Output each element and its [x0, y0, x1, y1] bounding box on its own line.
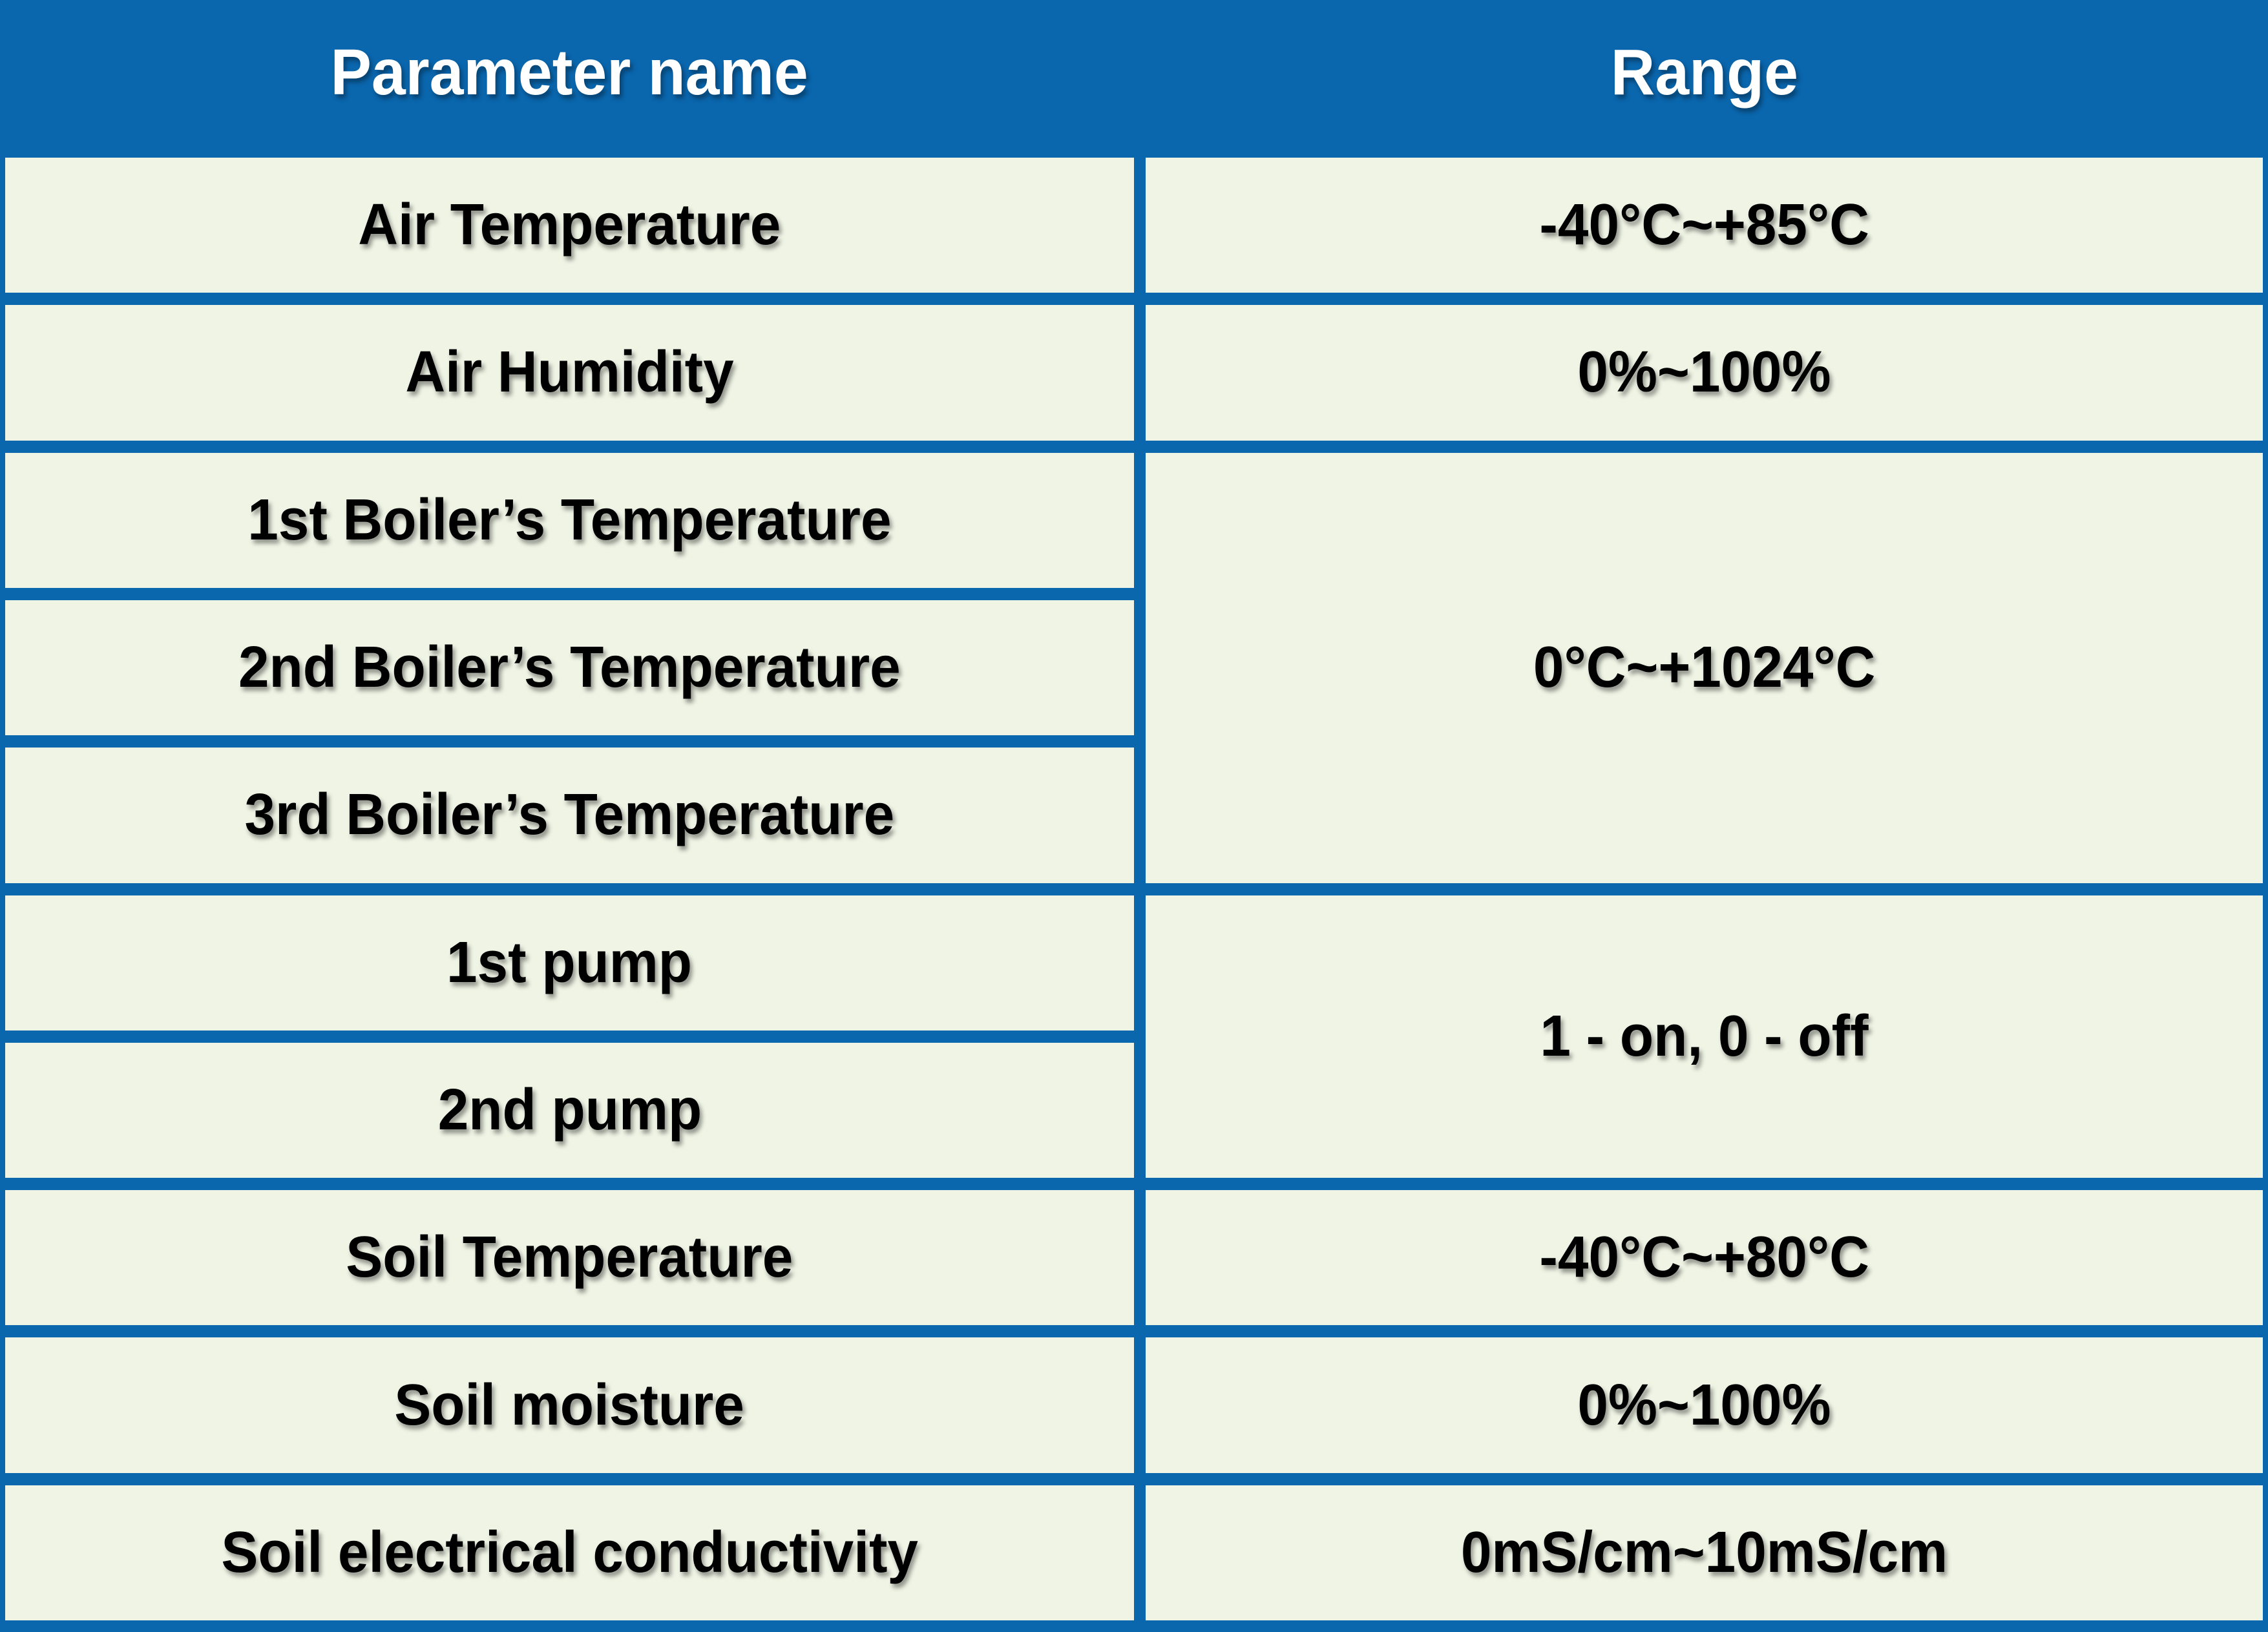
range-cell-soil-moisture	[1146, 1337, 2263, 1472]
param-label: Soil electrical conductivity	[221, 1520, 918, 1585]
param-cell-1st-boiler-temperature	[5, 453, 1134, 588]
range-value: -40°C~+80°C	[1539, 1225, 1869, 1290]
param-label: 1st Boiler’s Temperature	[247, 487, 892, 552]
param-label: Air Humidity	[405, 340, 734, 405]
range-cell-air-humidity	[1146, 305, 2263, 440]
param-label: Soil Temperature	[346, 1225, 793, 1290]
range-value: -40°C~+85°C	[1539, 193, 1869, 258]
param-label: 1st pump	[446, 930, 693, 995]
range-cell-boilers-merged	[1146, 453, 2263, 883]
param-cell-soil-electrical-conductivity	[5, 1485, 1134, 1620]
column-header-range	[1146, 0, 2263, 145]
range-cell-soil-temperature	[1146, 1190, 2263, 1325]
param-cell-3rd-boiler-temperature	[5, 748, 1134, 883]
column-header-range-label: Range	[1610, 36, 1798, 109]
range-cell-soil-electrical-conductivity	[1146, 1485, 2263, 1620]
column-header-parameter-name	[5, 0, 1134, 145]
range-value: 0%~100%	[1577, 1372, 1831, 1438]
param-cell-soil-moisture	[5, 1337, 1134, 1472]
param-cell-2nd-pump	[5, 1043, 1134, 1178]
column-header-parameter-name-label: Parameter name	[330, 36, 809, 109]
param-label: Soil moisture	[394, 1372, 745, 1438]
param-label: 2nd Boiler’s Temperature	[238, 635, 901, 700]
range-value: 0%~100%	[1577, 340, 1831, 405]
param-cell-1st-pump	[5, 895, 1134, 1030]
param-cell-air-temperature	[5, 158, 1134, 293]
param-label: Air Temperature	[358, 193, 781, 258]
param-cell-air-humidity	[5, 305, 1134, 440]
range-value: 1 - on, 0 - off	[1540, 1003, 1869, 1069]
range-cell-air-temperature	[1146, 158, 2263, 293]
range-value: 0mS/cm~10mS/cm	[1460, 1520, 1948, 1585]
param-label: 3rd Boiler’s Temperature	[244, 782, 895, 848]
range-value: 0°C~+1024°C	[1533, 635, 1876, 700]
param-cell-soil-temperature	[5, 1190, 1134, 1325]
param-cell-2nd-boiler-temperature	[5, 600, 1134, 735]
range-cell-pumps-merged	[1146, 895, 2263, 1178]
param-label: 2nd pump	[437, 1077, 702, 1142]
